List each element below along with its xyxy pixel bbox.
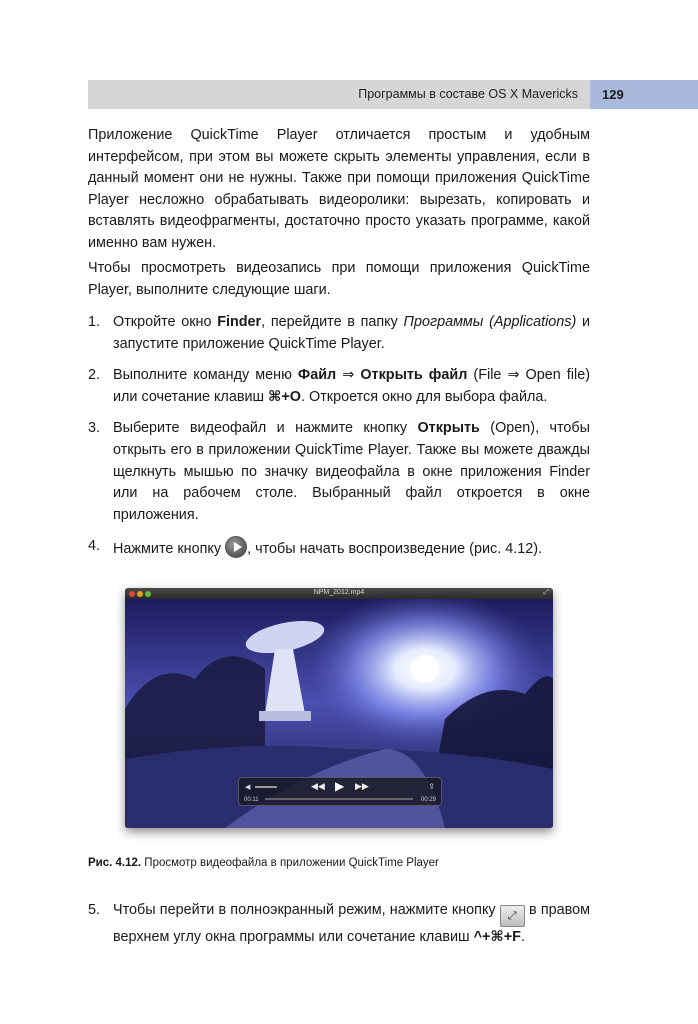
fast-forward-icon[interactable]: ▶▶ [355,781,369,791]
window-title: NPM_2012.mp4 [313,589,365,596]
figure-caption: Рис. 4.12. Просмотр видеофайла в приложении QuickTime Player [88,857,439,869]
timeline-scrubber[interactable] [265,798,413,800]
page-number: 129 [590,80,698,109]
list-item: 1. Откройте окно Finder, перейдите в папку Программы (Applications) и запустите приложение QuickTime Player. [88,314,590,352]
volume-slider[interactable] [255,786,277,788]
play-button-icon [225,536,247,558]
play-icon[interactable]: ▶ [335,779,345,793]
header-title: Программы в составе OS X Mavericks [358,87,578,101]
running-header [88,80,698,109]
steps-list-continued [88,900,590,959]
list-item: 2. Выполните команду меню Файл ⇒ Открыть файл (File ⇒ Open file) или сочетание клавиш ⌘+O. Откроется окно для выбора файла. [88,367,590,405]
steps-list [88,312,590,571]
rewind-icon[interactable]: ◀◀ [311,781,325,791]
window-titlebar [125,588,553,599]
time-elapsed: 00:11 [244,797,259,803]
paragraph-intro: Приложение QuickTime Player отличается простым и удобным интерфейсом, при этом вы можете скрыть элементы управления, если в данный момент они не нужны. Также при помощи приложения QuickTime Player несложно обрабатывать видеоролики: вырезать, копировать и вставлять видеофрагменты, достаточно просто указать программе, какой именно вам нужен. [88,127,590,251]
paragraph-steps-intro: Чтобы просмотреть видеозапись при помощи приложения QuickTime Player, выполните следующие шаги. [88,260,590,298]
fullscreen-icon: ⤢ [543,589,549,596]
time-remaining: 00:29 [420,797,436,803]
fullscreen-button-icon: ⤢ [500,905,525,927]
volume-icon[interactable]: ◀ [245,784,251,791]
list-item: 4. Нажмите кнопку , чтобы начать воспроизведение (рис. 4.12). [88,538,542,558]
list-item: 5. Чтобы перейти в полноэкранный режим, нажмите кнопку ⤢ в правом верхнем углу окна программы или сочетание клавиш ^+⌘+F. [88,902,591,945]
share-icon[interactable]: ⇪ [428,782,435,791]
playback-controls[interactable] [238,777,442,806]
quicktime-screenshot [125,588,553,828]
list-item: 3. Выберите видеофайл и нажмите кнопку Открыть (Open), чтобы открыть его в приложении QuickTime Player. Также вы можете дважды щелкнуть мышью по значку видеофайла в окне приложения Finder или на рабочем столе. Выбранный файл откроется в окне приложения. [88,420,590,523]
